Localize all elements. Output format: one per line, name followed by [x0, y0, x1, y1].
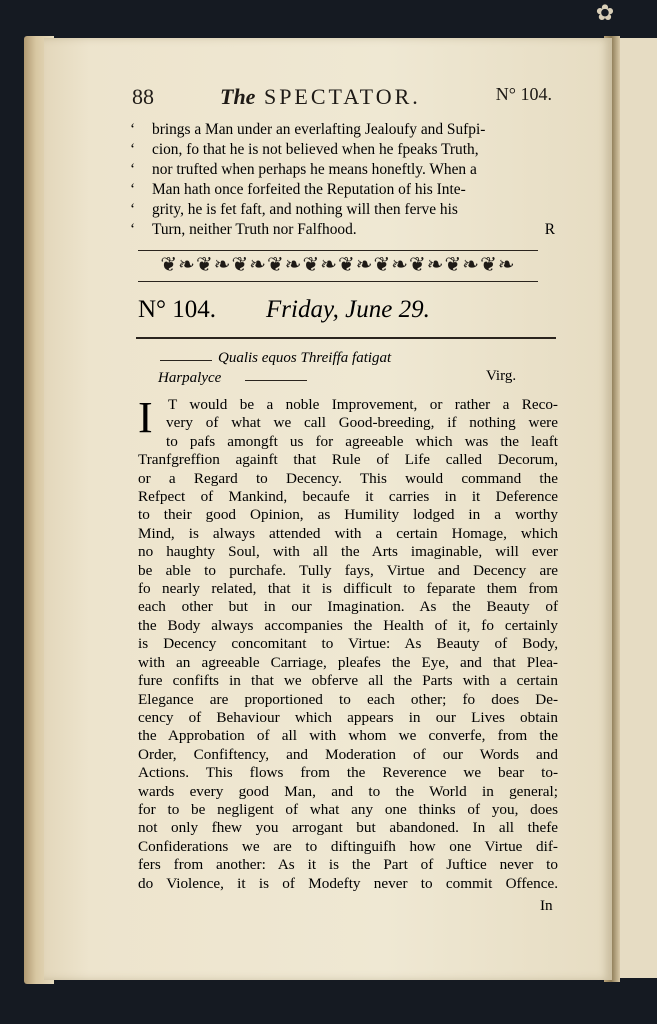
- body-line: Confiderations we are to diftinguifh how one Virtue dif-: [138, 837, 558, 855]
- body-line: T would be a noble Improvement, or rather a Reco-: [168, 396, 558, 413]
- body-line: to their good Opinion, as Humility lodged in a worthy: [138, 506, 558, 524]
- essay-body: [138, 393, 558, 893]
- quote-line: ‘ brings a Man under an everlafting Jealoufy and Sufpi-: [130, 121, 486, 138]
- epigraph-author: Virg.: [486, 368, 517, 384]
- drop-cap: I: [138, 393, 153, 442]
- ornamental-headpiece: ❦❧❦❧❦❧❦❧❦❧❦❧❦❧❦❧❦❧❦❧: [138, 250, 538, 282]
- body-line: Refpect of Mankind, becaufe it carries in it Deference: [138, 488, 558, 506]
- body-line: Order, Confiftency, and Moderation of our Words and: [138, 745, 558, 763]
- running-title: [220, 84, 421, 110]
- body-line: Tranfgreffion againft that Rule of Life called Decorum,: [138, 451, 558, 469]
- body-line: fers from another: As it is the Part of Juftice never to: [138, 856, 558, 874]
- body-line: is Decency concomitant to Virtue: As Beauty of Body,: [138, 635, 558, 653]
- body-line: or a Regard to Decency. This would command the: [138, 469, 558, 487]
- bookmark-ribbon: ✿: [595, 0, 615, 25]
- epigraph-dash: [245, 380, 307, 381]
- body-line: Elegance are proportioned to each other; fo does De-: [138, 690, 558, 708]
- quote-line: ‘ Man hath once forfeited the Reputation of his Inte-: [130, 181, 466, 198]
- body-line: Mind, is always attended with a certain Homage, which: [138, 524, 558, 542]
- body-line: each other but in our Imagination. As the Beauty of: [138, 598, 558, 616]
- epigraph-line-2: Harpalyce: [158, 370, 222, 386]
- quote-line: ‘ Turn, neither Truth nor Falfhood. R: [130, 221, 555, 238]
- running-header: [132, 84, 552, 114]
- facing-page-edge: [618, 38, 657, 978]
- page-number: 88: [132, 84, 154, 109]
- heading-rule: [136, 337, 556, 339]
- catchword: In: [540, 897, 553, 914]
- body-line: fure confifts in that we obferve all the Parts with a certain: [138, 672, 558, 690]
- body-line: the Approbation of all with whom we converfe, from the: [138, 727, 558, 745]
- epigraph-dash: [160, 360, 212, 361]
- running-title-main: SPECTATOR.: [263, 84, 421, 109]
- running-title-article: The: [220, 84, 256, 109]
- body-line: be able to purchafe. Tully fays, Virtue and Decency are: [138, 561, 558, 579]
- epigraph-line-1: Qualis equos Threiffa fatigat: [218, 350, 392, 366]
- signature-letter: R: [544, 221, 555, 238]
- previous-essay-ending: [130, 120, 555, 240]
- body-line: the Body always accompanies the Health of it, fo certainly: [138, 616, 558, 634]
- body-line: wards every good Man, and to the World in general;: [138, 782, 558, 800]
- quote-line: ‘ grity, he is fet faft, and nothing will then ferve his: [130, 201, 458, 218]
- issue-number: N° 104.: [138, 296, 217, 323]
- quote-line: ‘ nor trufted when perhaps he means honeftly. When a: [130, 161, 477, 178]
- issue-heading: [138, 296, 558, 330]
- body-line: not only fhew you arrogant but abandoned. In all thefe: [138, 819, 558, 837]
- body-line: fo nearly related, that it is difficult to feparate them from: [138, 580, 558, 598]
- body-line: to pafs amongft us for agreeable which was the leaft: [166, 432, 558, 450]
- body-line: very of what we call Good-breeding, if nothing were: [166, 414, 558, 432]
- body-line: with an agreeable Carriage, pleafes the Eye, and that Plea-: [138, 653, 558, 671]
- quote-line: ‘ cion, fo that he is not believed when he fpeaks Truth,: [130, 141, 479, 158]
- body-line: cency of Behaviour which appears in our Lives obtain: [138, 708, 558, 726]
- body-line: Actions. This flows from the Reverence we bear to-: [138, 764, 558, 782]
- issue-date: Friday, June 29.: [266, 296, 430, 323]
- body-line: do Violence, it is of Modefty never to commit Offence.: [138, 874, 558, 892]
- header-issue-number: N° 104.: [495, 84, 552, 104]
- body-line: no haughty Soul, with all the Arts imaginable, will ever: [138, 543, 558, 561]
- body-line: for to be negligent of what any one thinks of you, does: [138, 800, 558, 818]
